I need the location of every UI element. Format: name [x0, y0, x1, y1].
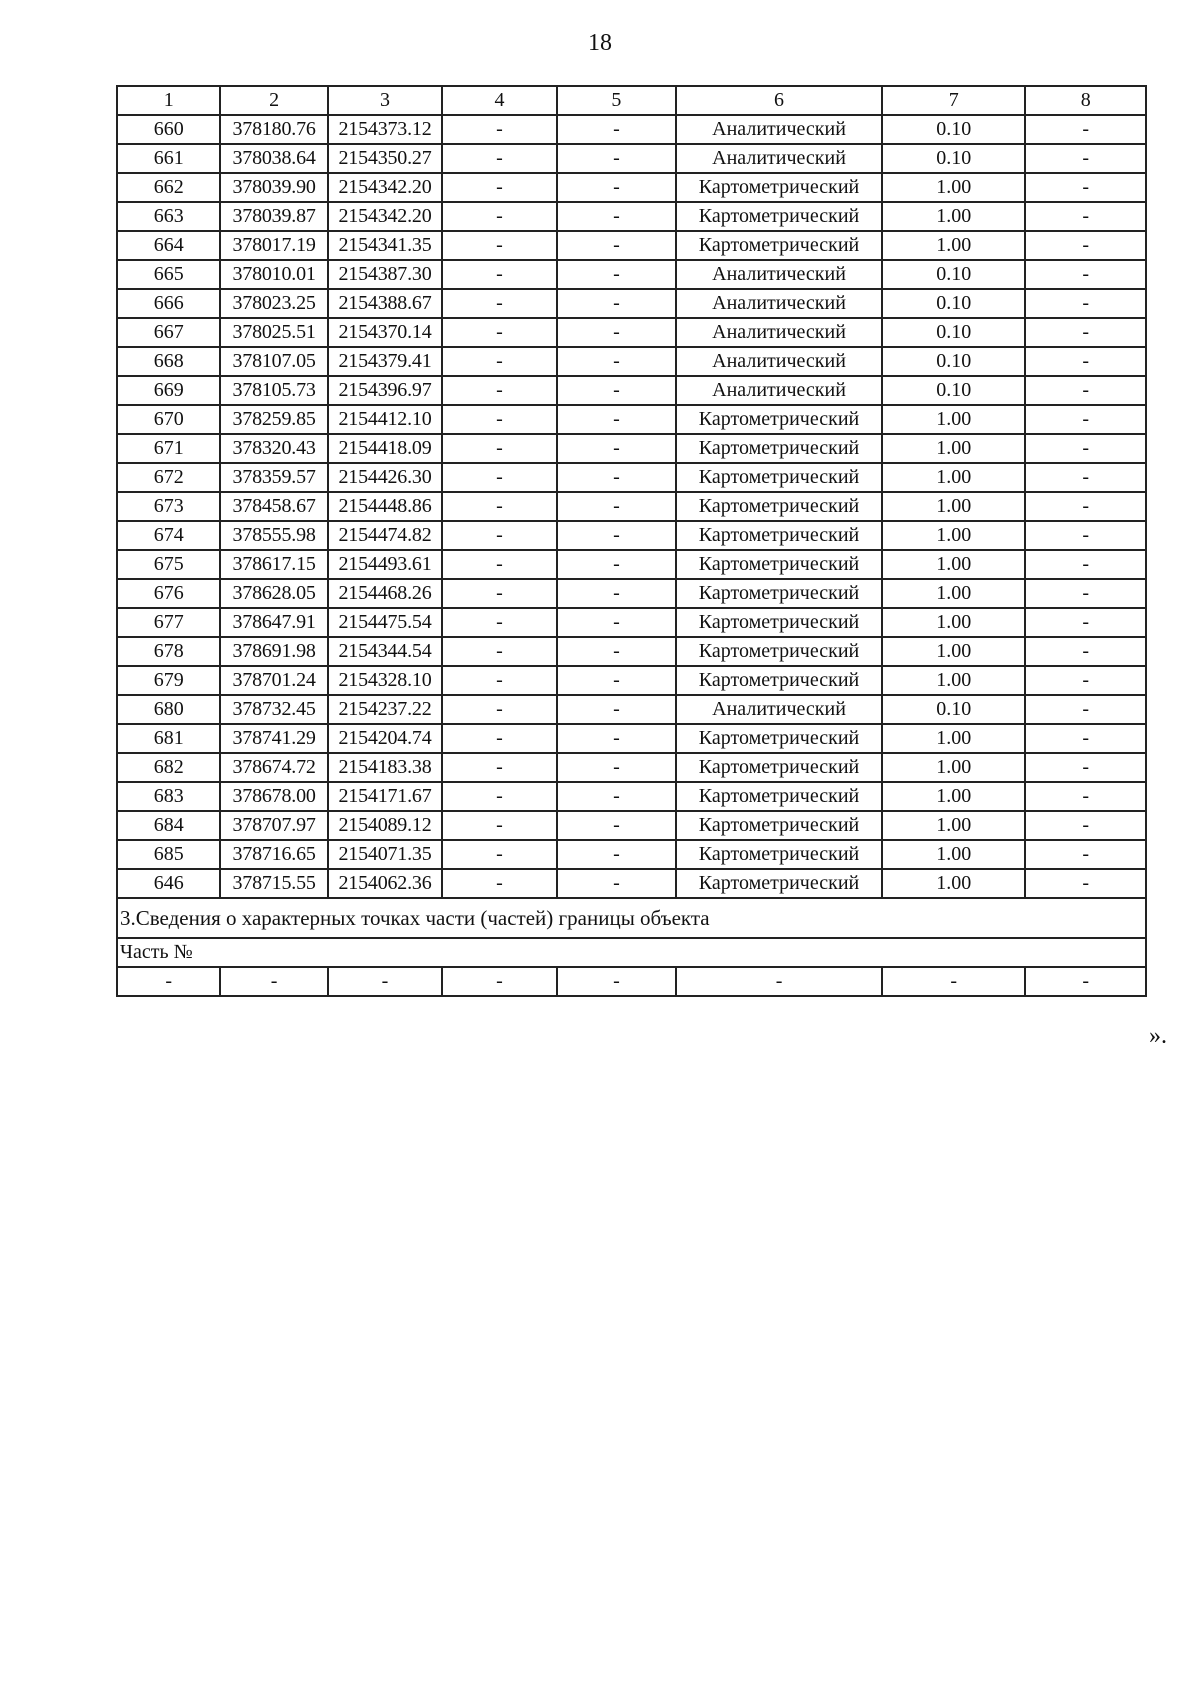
cell-col-5: - [557, 173, 676, 202]
empty-cell-2: - [220, 967, 327, 996]
cell-coord-x: 378107.05 [220, 347, 327, 376]
cell-accuracy: 1.00 [882, 550, 1026, 579]
cell-coord-y: 2154379.41 [328, 347, 442, 376]
table-row [117, 608, 1146, 637]
cell-coord-y: 2154062.36 [328, 869, 442, 898]
empty-cell-1: - [117, 967, 220, 996]
cell-col-8: - [1025, 347, 1146, 376]
table-row [117, 231, 1146, 260]
cell-accuracy: 0.10 [882, 289, 1026, 318]
section-title: 3.Сведения о характерных точках части (частей) границы объекта [117, 898, 1146, 938]
cell-col-5: - [557, 289, 676, 318]
empty-cell-3: - [328, 967, 442, 996]
cell-accuracy: 1.00 [882, 434, 1026, 463]
cell-method: Картометрический [676, 666, 882, 695]
table-row [117, 550, 1146, 579]
cell-method: Картометрический [676, 173, 882, 202]
cell-accuracy: 0.10 [882, 318, 1026, 347]
cell-coord-y: 2154475.54 [328, 608, 442, 637]
cell-coord-y: 2154171.67 [328, 782, 442, 811]
cell-coord-y: 2154448.86 [328, 492, 442, 521]
cell-col-5: - [557, 753, 676, 782]
cell-col-4: - [442, 521, 556, 550]
cell-col-5: - [557, 811, 676, 840]
closing-quote-mark: ». [1149, 1023, 1167, 1049]
cell-method: Аналитический [676, 376, 882, 405]
cell-accuracy: 1.00 [882, 231, 1026, 260]
table-row [117, 695, 1146, 724]
cell-method: Аналитический [676, 347, 882, 376]
cell-col-4: - [442, 144, 556, 173]
cell-col-4: - [442, 724, 556, 753]
cell-accuracy: 0.10 [882, 376, 1026, 405]
table-row [117, 666, 1146, 695]
cell-col-8: - [1025, 202, 1146, 231]
cell-col-8: - [1025, 405, 1146, 434]
cell-point-number: 682 [117, 753, 220, 782]
cell-coord-y: 2154412.10 [328, 405, 442, 434]
cell-col-4: - [442, 318, 556, 347]
table-row [117, 434, 1146, 463]
cell-col-8: - [1025, 608, 1146, 637]
cell-coord-y: 2154342.20 [328, 173, 442, 202]
table-row [117, 840, 1146, 869]
table-row [117, 869, 1146, 898]
cell-col-5: - [557, 579, 676, 608]
cell-coord-x: 378647.91 [220, 608, 327, 637]
cell-point-number: 679 [117, 666, 220, 695]
cell-point-number: 670 [117, 405, 220, 434]
empty-cell-6: - [676, 967, 882, 996]
cell-col-5: - [557, 492, 676, 521]
cell-coord-y: 2154396.97 [328, 376, 442, 405]
cell-coord-x: 378691.98 [220, 637, 327, 666]
header-cell-2: 2 [220, 86, 327, 115]
cell-accuracy: 1.00 [882, 782, 1026, 811]
table-row [117, 637, 1146, 666]
cell-coord-x: 378025.51 [220, 318, 327, 347]
cell-col-5: - [557, 318, 676, 347]
cell-method: Картометрический [676, 637, 882, 666]
cell-col-5: - [557, 869, 676, 898]
cell-col-4: - [442, 202, 556, 231]
cell-accuracy: 1.00 [882, 521, 1026, 550]
cell-coord-x: 378023.25 [220, 289, 327, 318]
cell-coord-x: 378678.00 [220, 782, 327, 811]
cell-accuracy: 1.00 [882, 608, 1026, 637]
cell-coord-y: 2154370.14 [328, 318, 442, 347]
cell-col-5: - [557, 695, 676, 724]
cell-coord-y: 2154468.26 [328, 579, 442, 608]
empty-cell-7: - [882, 967, 1026, 996]
table-row [117, 521, 1146, 550]
cell-col-5: - [557, 782, 676, 811]
part-label: Часть № [117, 938, 1146, 967]
cell-method: Картометрический [676, 869, 882, 898]
cell-col-4: - [442, 550, 556, 579]
cell-accuracy: 0.10 [882, 347, 1026, 376]
cell-method: Картометрический [676, 492, 882, 521]
cell-coord-x: 378617.15 [220, 550, 327, 579]
cell-col-8: - [1025, 579, 1146, 608]
cell-point-number: 680 [117, 695, 220, 724]
cell-coord-x: 378259.85 [220, 405, 327, 434]
cell-col-4: - [442, 115, 556, 144]
cell-col-8: - [1025, 666, 1146, 695]
cell-point-number: 684 [117, 811, 220, 840]
cell-col-4: - [442, 811, 556, 840]
cell-col-8: - [1025, 173, 1146, 202]
cell-coord-y: 2154387.30 [328, 260, 442, 289]
cell-accuracy: 1.00 [882, 869, 1026, 898]
table-row [117, 318, 1146, 347]
cell-col-5: - [557, 376, 676, 405]
cell-coord-y: 2154071.35 [328, 840, 442, 869]
header-cell-5: 5 [557, 86, 676, 115]
cell-col-5: - [557, 637, 676, 666]
cell-coord-y: 2154426.30 [328, 463, 442, 492]
cell-col-5: - [557, 434, 676, 463]
section-title-row [117, 898, 1146, 938]
cell-coord-y: 2154388.67 [328, 289, 442, 318]
cell-point-number: 674 [117, 521, 220, 550]
cell-coord-y: 2154373.12 [328, 115, 442, 144]
cell-point-number: 673 [117, 492, 220, 521]
table-row [117, 724, 1146, 753]
cell-coord-x: 378741.29 [220, 724, 327, 753]
cell-accuracy: 1.00 [882, 724, 1026, 753]
cell-accuracy: 0.10 [882, 260, 1026, 289]
cell-method: Картометрический [676, 579, 882, 608]
header-cell-4: 4 [442, 86, 556, 115]
cell-coord-x: 378715.55 [220, 869, 327, 898]
cell-point-number: 677 [117, 608, 220, 637]
cell-point-number: 667 [117, 318, 220, 347]
cell-col-4: - [442, 666, 556, 695]
cell-coord-y: 2154474.82 [328, 521, 442, 550]
cell-point-number: 685 [117, 840, 220, 869]
cell-coord-x: 378716.65 [220, 840, 327, 869]
cell-col-5: - [557, 463, 676, 492]
cell-col-5: - [557, 202, 676, 231]
table-row [117, 376, 1146, 405]
table-row [117, 144, 1146, 173]
cell-accuracy: 0.10 [882, 115, 1026, 144]
cell-col-5: - [557, 521, 676, 550]
cell-coord-y: 2154328.10 [328, 666, 442, 695]
cell-accuracy: 1.00 [882, 840, 1026, 869]
cell-coord-y: 2154493.61 [328, 550, 442, 579]
cell-col-4: - [442, 608, 556, 637]
cell-accuracy: 1.00 [882, 753, 1026, 782]
cell-col-8: - [1025, 492, 1146, 521]
cell-accuracy: 1.00 [882, 492, 1026, 521]
cell-accuracy: 1.00 [882, 811, 1026, 840]
cell-col-5: - [557, 144, 676, 173]
cell-col-8: - [1025, 231, 1146, 260]
cell-coord-y: 2154237.22 [328, 695, 442, 724]
cell-col-8: - [1025, 434, 1146, 463]
cell-col-8: - [1025, 144, 1146, 173]
cell-coord-y: 2154350.27 [328, 144, 442, 173]
cell-col-5: - [557, 347, 676, 376]
empty-part-row [117, 967, 1146, 996]
cell-method: Картометрический [676, 434, 882, 463]
header-cell-8: 8 [1025, 86, 1146, 115]
table-row [117, 260, 1146, 289]
cell-point-number: 681 [117, 724, 220, 753]
cell-coord-x: 378039.87 [220, 202, 327, 231]
cell-method: Картометрический [676, 463, 882, 492]
cell-point-number: 666 [117, 289, 220, 318]
cell-col-4: - [442, 637, 556, 666]
cell-col-4: - [442, 695, 556, 724]
cell-point-number: 678 [117, 637, 220, 666]
header-cell-3: 3 [328, 86, 442, 115]
cell-accuracy: 1.00 [882, 173, 1026, 202]
cell-method: Картометрический [676, 724, 882, 753]
cell-col-8: - [1025, 376, 1146, 405]
cell-col-5: - [557, 724, 676, 753]
cell-col-4: - [442, 753, 556, 782]
cell-col-8: - [1025, 782, 1146, 811]
cell-method: Картометрический [676, 840, 882, 869]
cell-coord-y: 2154089.12 [328, 811, 442, 840]
cell-col-8: - [1025, 550, 1146, 579]
cell-col-4: - [442, 492, 556, 521]
cell-method: Картометрический [676, 608, 882, 637]
cell-point-number: 646 [117, 869, 220, 898]
cell-col-8: - [1025, 289, 1146, 318]
cell-point-number: 661 [117, 144, 220, 173]
table-row [117, 289, 1146, 318]
cell-point-number: 664 [117, 231, 220, 260]
table-row [117, 173, 1146, 202]
cell-col-8: - [1025, 318, 1146, 347]
cell-point-number: 671 [117, 434, 220, 463]
cell-col-5: - [557, 260, 676, 289]
page-number: 18 [588, 30, 612, 56]
cell-method: Аналитический [676, 115, 882, 144]
table-body [117, 86, 1146, 996]
header-cell-1: 1 [117, 86, 220, 115]
cell-col-8: - [1025, 260, 1146, 289]
cell-method: Картометрический [676, 231, 882, 260]
cell-method: Аналитический [676, 260, 882, 289]
cell-coord-y: 2154183.38 [328, 753, 442, 782]
cell-coord-x: 378017.19 [220, 231, 327, 260]
cell-point-number: 665 [117, 260, 220, 289]
cell-method: Аналитический [676, 318, 882, 347]
cell-method: Картометрический [676, 753, 882, 782]
cell-col-8: - [1025, 463, 1146, 492]
cell-col-8: - [1025, 521, 1146, 550]
table-row [117, 115, 1146, 144]
cell-accuracy: 1.00 [882, 202, 1026, 231]
table-row [117, 782, 1146, 811]
cell-col-5: - [557, 115, 676, 144]
cell-coord-y: 2154418.09 [328, 434, 442, 463]
header-cell-6: 6 [676, 86, 882, 115]
table-row [117, 811, 1146, 840]
cell-col-4: - [442, 463, 556, 492]
empty-cell-8: - [1025, 967, 1146, 996]
cell-point-number: 668 [117, 347, 220, 376]
cell-method: Картометрический [676, 521, 882, 550]
cell-coord-x: 378674.72 [220, 753, 327, 782]
cell-accuracy: 1.00 [882, 666, 1026, 695]
table-row [117, 202, 1146, 231]
cell-coord-y: 2154204.74 [328, 724, 442, 753]
cell-col-8: - [1025, 753, 1146, 782]
header-row [117, 86, 1146, 115]
cell-point-number: 669 [117, 376, 220, 405]
cell-col-4: - [442, 869, 556, 898]
cell-col-5: - [557, 405, 676, 434]
cell-col-4: - [442, 376, 556, 405]
cell-coord-x: 378707.97 [220, 811, 327, 840]
cell-col-5: - [557, 231, 676, 260]
cell-point-number: 663 [117, 202, 220, 231]
empty-cell-5: - [557, 967, 676, 996]
cell-coord-x: 378555.98 [220, 521, 327, 550]
cell-coord-x: 378359.57 [220, 463, 327, 492]
cell-coord-x: 378320.43 [220, 434, 327, 463]
cell-coord-x: 378038.64 [220, 144, 327, 173]
cell-col-8: - [1025, 869, 1146, 898]
cell-coord-x: 378458.67 [220, 492, 327, 521]
table-row [117, 579, 1146, 608]
cell-method: Картометрический [676, 782, 882, 811]
cell-accuracy: 0.10 [882, 695, 1026, 724]
empty-cell-4: - [442, 967, 556, 996]
cell-method: Аналитический [676, 289, 882, 318]
table-row [117, 492, 1146, 521]
cell-col-8: - [1025, 724, 1146, 753]
cell-accuracy: 0.10 [882, 144, 1026, 173]
cell-accuracy: 1.00 [882, 463, 1026, 492]
cell-point-number: 676 [117, 579, 220, 608]
cell-point-number: 683 [117, 782, 220, 811]
cell-col-4: - [442, 289, 556, 318]
cell-coord-x: 378010.01 [220, 260, 327, 289]
cell-col-8: - [1025, 811, 1146, 840]
cell-col-8: - [1025, 840, 1146, 869]
cell-col-5: - [557, 840, 676, 869]
cell-method: Картометрический [676, 550, 882, 579]
cell-accuracy: 1.00 [882, 579, 1026, 608]
cell-col-4: - [442, 782, 556, 811]
header-cell-7: 7 [882, 86, 1026, 115]
cell-coord-y: 2154344.54 [328, 637, 442, 666]
cell-col-4: - [442, 579, 556, 608]
part-label-row [117, 938, 1146, 967]
cell-col-8: - [1025, 637, 1146, 666]
cell-coord-y: 2154341.35 [328, 231, 442, 260]
table-row [117, 405, 1146, 434]
cell-col-5: - [557, 608, 676, 637]
cell-accuracy: 1.00 [882, 405, 1026, 434]
cell-method: Картометрический [676, 405, 882, 434]
cell-coord-x: 378105.73 [220, 376, 327, 405]
cell-col-5: - [557, 550, 676, 579]
cell-col-5: - [557, 666, 676, 695]
cell-col-4: - [442, 347, 556, 376]
cell-point-number: 672 [117, 463, 220, 492]
cell-col-4: - [442, 434, 556, 463]
cell-point-number: 660 [117, 115, 220, 144]
cell-coord-x: 378628.05 [220, 579, 327, 608]
cell-col-4: - [442, 173, 556, 202]
cell-col-4: - [442, 231, 556, 260]
cell-col-8: - [1025, 115, 1146, 144]
cell-coord-x: 378701.24 [220, 666, 327, 695]
cell-col-4: - [442, 260, 556, 289]
cell-method: Картометрический [676, 811, 882, 840]
cell-col-8: - [1025, 695, 1146, 724]
boundary-points-table [116, 85, 1147, 997]
cell-col-4: - [442, 405, 556, 434]
cell-coord-y: 2154342.20 [328, 202, 442, 231]
cell-coord-x: 378180.76 [220, 115, 327, 144]
cell-col-4: - [442, 840, 556, 869]
table-row [117, 753, 1146, 782]
table-row [117, 347, 1146, 376]
cell-method: Аналитический [676, 144, 882, 173]
cell-accuracy: 1.00 [882, 637, 1026, 666]
table-row [117, 463, 1146, 492]
cell-method: Аналитический [676, 695, 882, 724]
cell-coord-x: 378732.45 [220, 695, 327, 724]
table-container [116, 85, 1147, 997]
cell-coord-x: 378039.90 [220, 173, 327, 202]
cell-point-number: 662 [117, 173, 220, 202]
cell-point-number: 675 [117, 550, 220, 579]
cell-method: Картометрический [676, 202, 882, 231]
